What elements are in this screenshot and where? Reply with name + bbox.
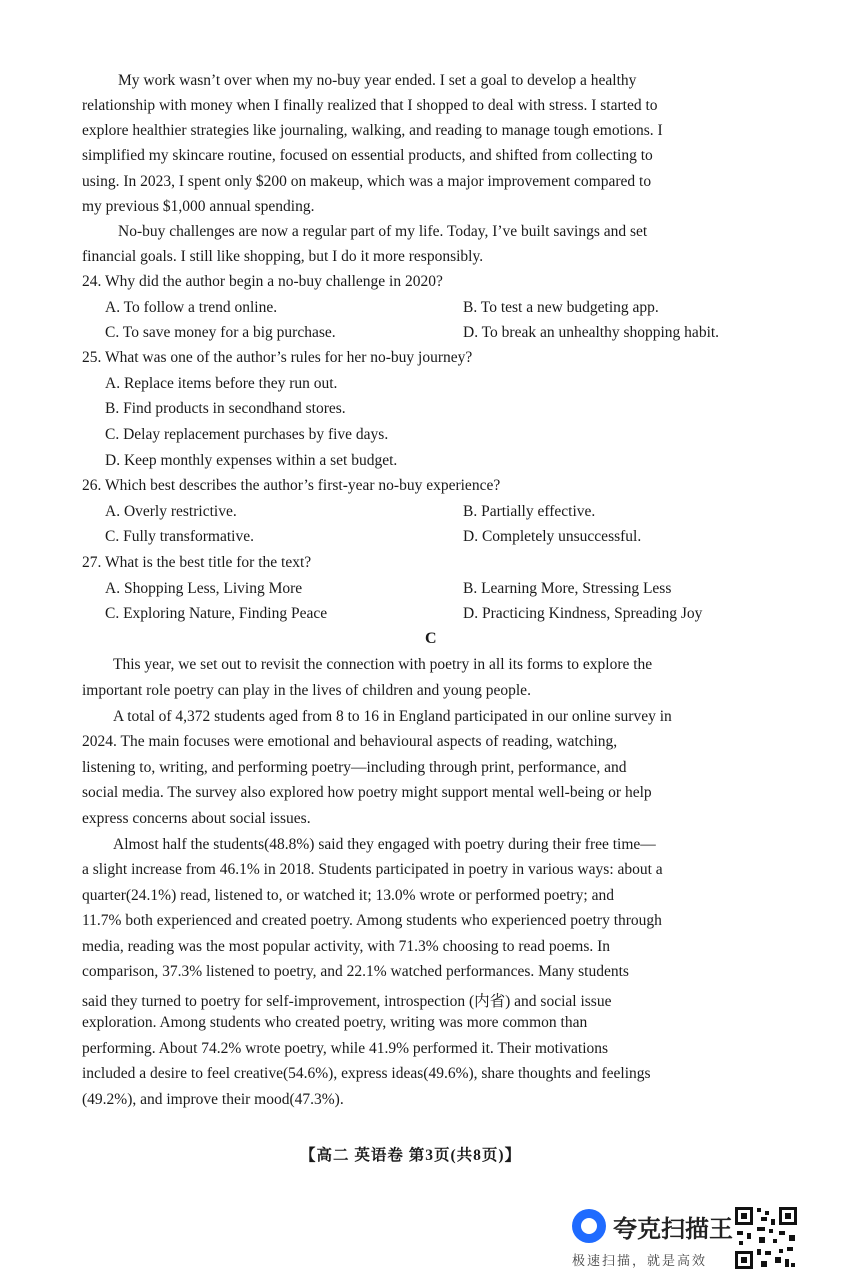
question-25-stem: 25. What was one of the author’s rules for her no-buy journey? (82, 349, 473, 366)
watermark-title: 夸克扫描王 (613, 1215, 733, 1243)
option-27-a[interactable]: A. Shopping Less, Living More (105, 580, 303, 597)
passage-b-line: relationship with money when I finally realized that I shopped to deal with stress. I started to (82, 97, 658, 114)
question-27-stem: 27. What is the best title for the text? (82, 554, 312, 571)
watermark-subtitle: 极速扫描，就是高效 (572, 1254, 708, 1269)
option-24-d[interactable]: D. To break an unhealthy shopping habit. (463, 324, 720, 341)
section-c-line: comparison, 37.3% listened to poetry, and 22.1% watched performances. Many students (82, 963, 629, 980)
section-c-line: quarter(24.1%) read, listened to, or watched it; 13.0% wrote or performed poetry; and (82, 887, 614, 904)
section-c-line: listening to, writing, and performing poetry—including through print, performance, and (82, 759, 627, 776)
question-24-stem: 24. Why did the author begin a no-buy challenge in 2020? (82, 273, 443, 290)
option-25-c[interactable]: C. Delay replacement purchases by five days. (105, 426, 389, 443)
option-25-a[interactable]: A. Replace items before they run out. (105, 375, 338, 392)
qr-code-icon (733, 1205, 799, 1271)
option-26-a[interactable]: A. Overly restrictive. (105, 503, 237, 520)
section-c-line: media, reading was the most popular activity, with 71.3% choosing to read poems. In (82, 938, 611, 955)
quark-logo-icon (572, 1209, 606, 1243)
page-footer: 【高二 英语卷 第3页(共8页)】 (300, 1147, 522, 1164)
passage-b-line: financial goals. I still like shopping, but I do it more responsibly. (82, 248, 484, 265)
section-c-line: performing. About 74.2% wrote poetry, while 41.9% performed it. Their motivations (82, 1040, 609, 1057)
section-c-line: This year, we set out to revisit the connection with poetry in all its forms to explore the (113, 656, 653, 673)
option-26-c[interactable]: C. Fully transformative. (105, 528, 254, 545)
option-24-a[interactable]: A. To follow a trend online. (105, 299, 278, 316)
section-c-line: included a desire to feel creative(54.6%), express ideas(49.6%), share thoughts and feelings (82, 1065, 651, 1082)
passage-b-line: No-buy challenges are now a regular part of my life. Today, I’ve built savings and set (118, 223, 648, 240)
section-c-line: exploration. Among students who created poetry, writing was more common than (82, 1014, 588, 1031)
section-c-line: important role poetry can play in the lives of children and young people. (82, 682, 531, 699)
section-c-line: said they turned to poetry for self-improvement, introspection (内省) and social issue (82, 993, 612, 1010)
section-c-line: A total of 4,372 students aged from 8 to 16 in England participated in our online survey in (113, 708, 672, 725)
option-25-b[interactable]: B. Find products in secondhand stores. (105, 400, 346, 417)
passage-b-line: my previous $1,000 annual spending. (82, 198, 315, 215)
option-27-b[interactable]: B. Learning More, Stressing Less (463, 580, 672, 597)
option-27-c[interactable]: C. Exploring Nature, Finding Peace (105, 605, 328, 622)
section-c-line: (49.2%), and improve their mood(47.3%). (82, 1091, 344, 1108)
option-26-d[interactable]: D. Completely unsuccessful. (463, 528, 642, 545)
section-c-line: a slight increase from 46.1% in 2018. Students participated in poetry in various ways: about a (82, 861, 663, 878)
passage-b-line: simplified my skincare routine, focused on essential products, and shifted from collecting to (82, 147, 653, 164)
section-c-line: express concerns about social issues. (82, 810, 311, 827)
option-24-c[interactable]: C. To save money for a big purchase. (105, 324, 336, 341)
passage-b-line: using. In 2023, I spent only $200 on makeup, which was a major improvement compared to (82, 173, 652, 190)
section-c-heading: C (425, 630, 437, 647)
option-26-b[interactable]: B. Partially effective. (463, 503, 596, 520)
passage-b-line: explore healthier strategies like journaling, walking, and reading to manage tough emotions. I (82, 122, 663, 139)
section-c-line: social media. The survey also explored how poetry might support mental well-being or help (82, 784, 652, 801)
section-c-line: 2024. The main focuses were emotional and behavioural aspects of reading, watching, (82, 733, 618, 750)
question-26-stem: 26. Which best describes the author’s first-year no-buy experience? (82, 477, 501, 494)
option-24-b[interactable]: B. To test a new budgeting app. (463, 299, 659, 316)
passage-b-line: My work wasn’t over when my no-buy year ended. I set a goal to develop a healthy (118, 72, 637, 89)
option-27-d[interactable]: D. Practicing Kindness, Spreading Joy (463, 605, 703, 622)
option-25-d[interactable]: D. Keep monthly expenses within a set budget. (105, 452, 398, 469)
section-c-line: 11.7% both experienced and created poetry. Among students who experienced poetry through (82, 912, 662, 929)
section-c-line: Almost half the students(48.8%) said they engaged with poetry during their free time— (113, 836, 656, 853)
